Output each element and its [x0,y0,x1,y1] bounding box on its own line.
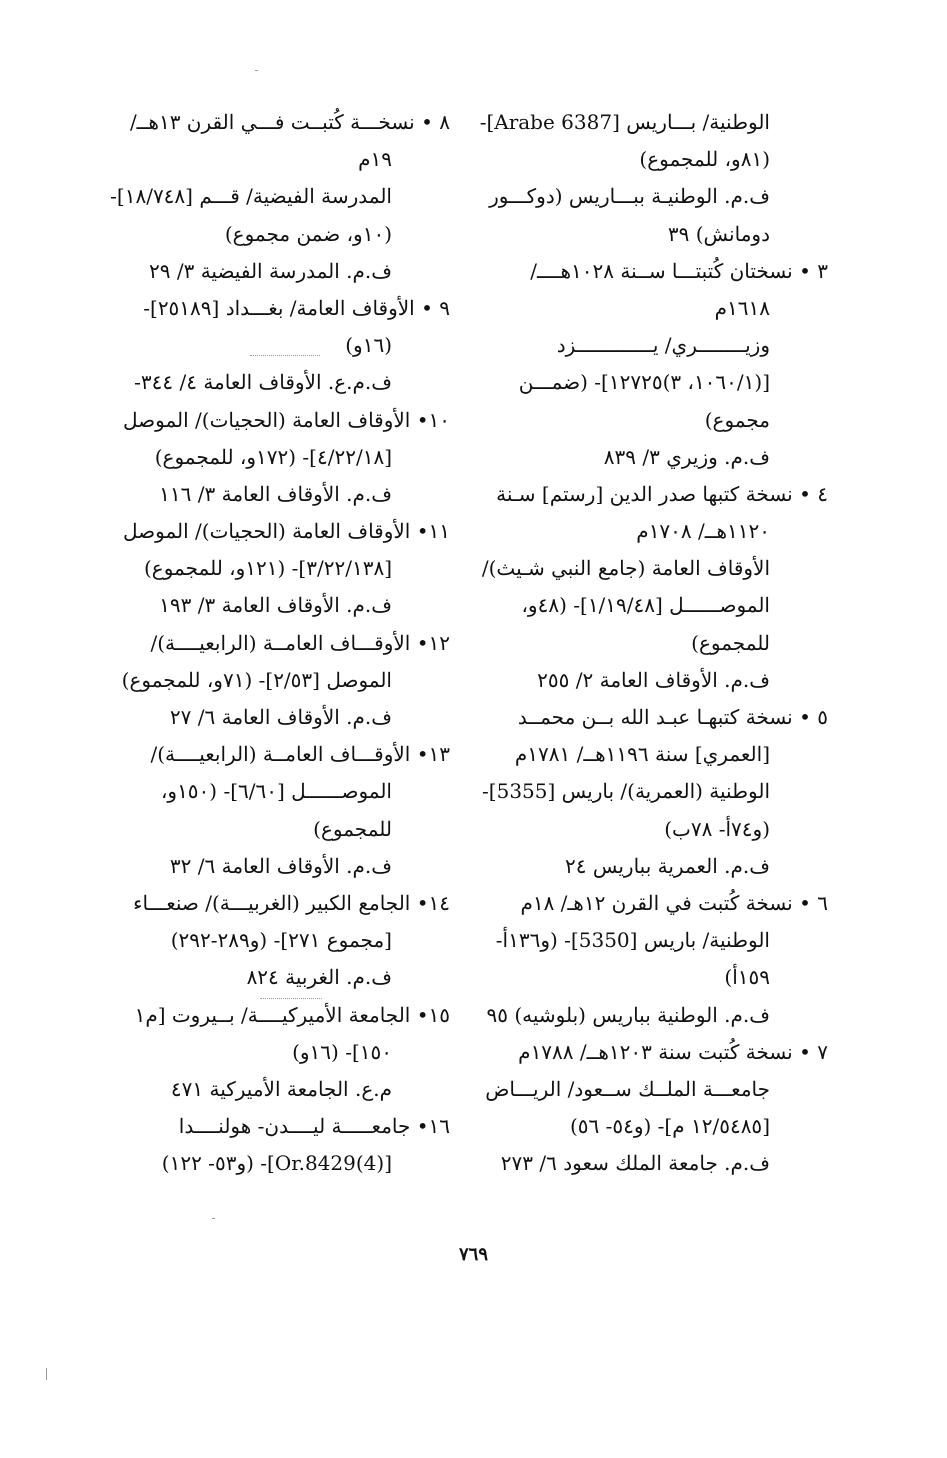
entry-line: وزيــــــــري/ يـــــــــــــزد [556,333,770,358]
entry-line: الوطنية (العمرية)/ باريس [5355]- [482,779,770,804]
entry-heading: ٥ • نسخة كتبهـا عبـد الله بــن محمــد [517,705,828,729]
entry-line: للمجموع) [313,816,392,841]
scan-speck [46,1368,47,1380]
entry-line: [٤/٢٢/١٨]- (١٧٢و، للمجموع) [154,444,392,469]
entry-line: المدرسة الفيضية/ قـــم [١٨/٧٤٨]- [110,184,392,209]
entry-line: ف.م. الأوقاف العامة ٢/ ٢٥٥ [537,667,770,692]
entry-line: مجموع) [704,407,770,432]
dotted-mark [250,355,320,356]
entry-line: [مجموع ٢٧١]- (و٢٨٩-٢٩٢) [170,928,392,953]
entry-line: [(١٠٦٠/١، ٣)١٢٧٢٥]- (ضمـــن [518,370,770,395]
scan-speck [255,70,258,71]
dotted-mark [260,998,322,999]
entry-line: ف.م. جامعة الملك سعود ٦/ ٢٧٣ [500,1151,770,1176]
entry-line: ف.م. الأوقاف العامة ٣/ ١١٦ [159,481,392,506]
entry-line: ف.م. العمرية بباريس ٢٤ [565,853,770,878]
entry-line: ١٦١٨م [714,295,770,320]
entry-heading: ٤ • نسخة كتبها صدر الدين [رستم] سـنة [496,481,828,506]
entry-line: ف.م. الوطنيـة ببـــاريس (دوكـــور [489,184,770,209]
entry-line: للمجموع) [691,630,770,655]
entry-line: الموصــــــل [٦/٦٠]- (١٥٠و، [160,779,392,804]
entry-line: ١٥٩أ) [724,965,770,990]
entry-line: ف.م. المدرسة الفيضية ٣/ ٢٩ [149,258,392,283]
entry-heading: ١٥• الجامعة الأميركيــــة/ بــيروت [م١ [134,1002,450,1027]
entry-line: ف.م. الأوقاف العامة ٦/ ٣٢ [169,853,392,878]
entry-line: [العمري] سنة ١١٩٦هــ/ ١٧٨١م [514,742,770,767]
entry-line: (١٦و) [345,333,392,358]
entry-line: ف.م. الوطنية بباريس (بلوشيه) ٩٥ [486,1002,770,1027]
entry-line: ف.م. الأوقاف العامة ٦/ ٢٧ [169,705,392,729]
entry-heading: ٣ • نسختان كُتبتـــا ســنة ١٠٢٨هــــ/ [530,258,828,283]
entry-line: [١٢/٥٤٨٥ م]- (و٥٤- ٥٦) [569,1114,770,1139]
entry-line: الوطنية/ بـــاريس [Arabe 6387]- [479,110,770,134]
entry-heading: ٧ • نسخة كُتبت سنة ١٢٠٣هــ/ ١٧٨٨م [518,1039,828,1064]
entry-line: ف.م.ع. الأوقاف العامة ٤/ ٣٤٤- [134,370,392,395]
entry-heading: ١٢• الأوقـــاف العامــة (الرابعيــــة)/ [150,630,450,655]
entry-line: [Or.8429(4)]- (و٥٣- ١٢٢) [161,1151,392,1176]
entry-line: ف.م. وزيري ٣/ ٨٣٩ [603,444,770,469]
entry-heading: ١٠• الأوقاف العامة (الحجيات)/ الموصل [123,407,450,432]
entry-line: الموصل [٢/٥٣]- (٧١و، للمجموع) [121,667,392,692]
entry-line: (و٧٤أ- ٧٨ب) [664,816,770,841]
entry-line: ف.م. الغربية ٨٢٤ [246,965,392,990]
entry-line: الموصــــــل [١/١٩/٤٨]- (٤٨و، [521,593,770,618]
entry-heading: ١١• الأوقاف العامة (الحجيات)/ الموصل [123,519,450,544]
entry-line: م.ع. الجامعة الأميركية ٤٧١ [170,1076,392,1101]
entry-line: ف.م. الأوقاف العامة ٣/ ١٩٣ [159,593,392,618]
entry-heading: ١٦• جامعـــــة ليــــدن- هولنــــدا [178,1114,450,1139]
left-column [102,104,450,1182]
entry-heading: ١٣• الأوقـــاف العامــة (الرابعيــــة)/ [150,742,450,767]
entry-line: جامعـــة الملــك ســعود/ الريـــاض [485,1076,770,1101]
entry-line: دومانش) ٣٩ [667,221,770,246]
entry-heading: ٩ • الأوقاف العامة/ بغـــداد [٢٥١٨٩]- [143,295,450,320]
entry-line: ١٥٠]- (١٦و) [292,1039,392,1064]
entry-heading: ٦ • نسخة كُتبت في القرن ١٢هـ/ ١٨م [520,890,828,915]
entry-line: [٣/٢٢/١٣٨]- (١٢١و، للمجموع) [143,556,392,581]
entry-line: الأوقاف العامة (جامع النبي شـيث)/ [481,556,770,581]
entry-line: ١١٢٠هــ/ ١٧٠٨م [636,519,770,544]
entry-line: ١٩م [358,147,392,172]
entry-line: (٨١و، للمجموع) [639,147,770,172]
entry-line: الوطنية/ باريس [5350]- (و١٣٦أ- [495,928,770,953]
right-column [479,104,828,1182]
entry-heading: ١٤• الجامع الكبير (الغربيـــة)/ صنعـــاء [133,890,450,915]
scan-speck [212,1218,215,1219]
entry-heading: ٨ • نسخـــة كُتبــت فـــي القرن ١٣هــ/ [129,110,450,134]
entry-line: (١٠و، ضمن مجموع) [224,221,392,246]
page-number: ٧٦٩ [458,1244,488,1265]
